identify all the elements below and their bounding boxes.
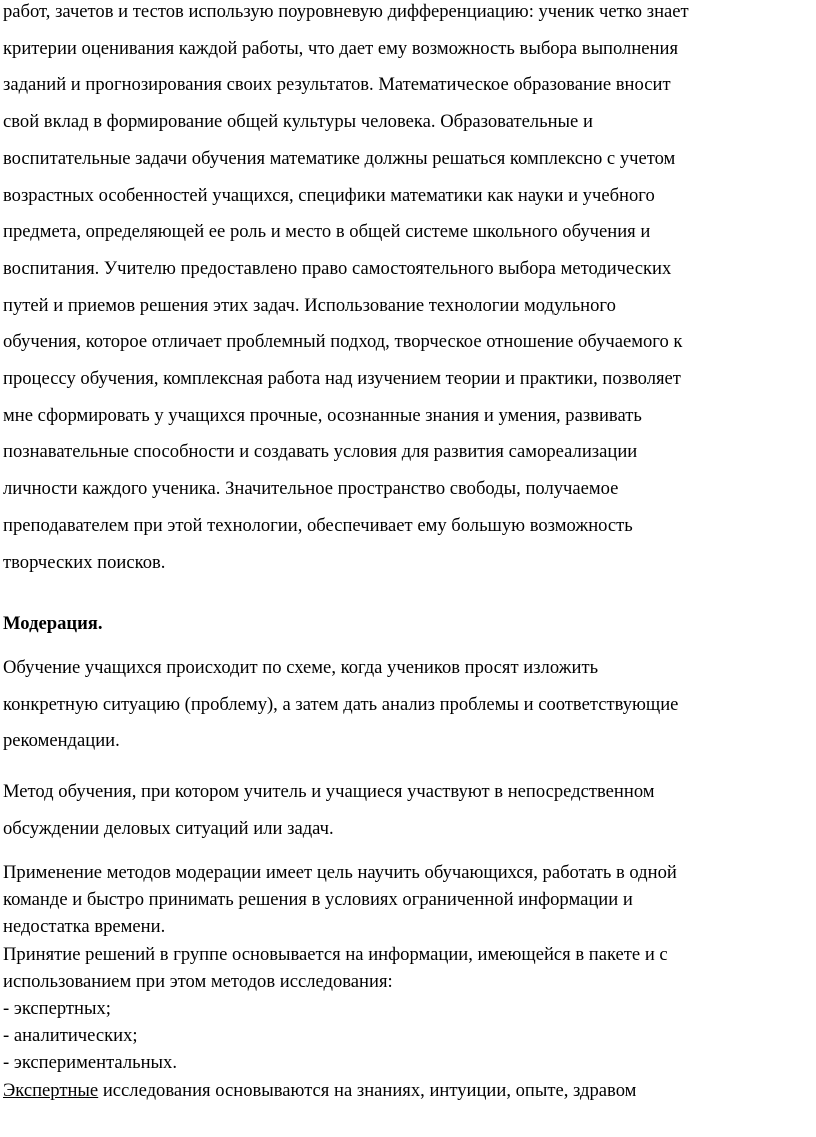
text-line: обучения, которое отличает проблемный подход, творческое отношение обучаемого к	[3, 331, 683, 353]
paragraph-modular-learning	[3, 0, 811, 581]
text-line: рекомендации.	[3, 730, 120, 752]
text-line: личности каждого ученика. Значительное пространство свободы, получаемое	[3, 478, 619, 500]
text-line: Применение методов модерации имеет цель научить обучающихся, работать в одной	[3, 862, 677, 883]
list-item: - экспериментальных.	[3, 1052, 177, 1074]
text-line: Принятие решений в группе основывается на информации, имеющейся в пакете и с	[3, 943, 668, 965]
list-item: - экспертных;	[3, 998, 111, 1020]
text-line: предмета, определяющей ее роль и место в общей системе школьного обучения и	[3, 221, 651, 243]
text-fragment: исследования основываются на знаниях, интуиции, опыте, здравом	[98, 1079, 637, 1101]
section-heading-moderation: Модерация.	[3, 613, 103, 634]
text-line: работ, зачетов и тестов использую поуровневую дифференциацию: ученик четко знает	[3, 1, 689, 22]
text-line: возрастных особенностей учащихся, специфики математики как науки и учебного	[3, 184, 655, 206]
text-line-expert-research	[3, 1077, 811, 1104]
paragraph-moderation-scheme	[3, 650, 811, 760]
text-line: свой вклад в формирование общей культуры человека. Образовательные и	[3, 111, 593, 133]
list-item: - аналитических;	[3, 1025, 138, 1047]
text-line: Обучение учащихся происходит по схеме, когда учеников просят изложить	[3, 657, 599, 678]
text-line: преподавателем при этой технологии, обеспечивает ему большую возможность	[3, 514, 633, 536]
text-line: Метод обучения, при котором учитель и учащиеся участвуют в непосредственном	[3, 781, 655, 802]
text-line: воспитания. Учителю предоставлено право самостоятельного выбора методических	[3, 257, 672, 279]
text-line: команде и быстро принимать решения в условиях ограниченной информации и	[3, 889, 633, 911]
text-line: воспитательные задачи обучения математике должны решаться комплексно с учетом	[3, 147, 676, 169]
text-line: конкретную ситуацию (проблему), а затем дать анализ проблемы и соответствующие	[3, 693, 679, 715]
text-line: путей и приемов решения этих задач. Использование технологии модульного	[3, 294, 616, 316]
text-line: недостатка времени.	[3, 916, 166, 938]
text-line: мне сформировать у учащихся прочные, осознанные знания и умения, развивать	[3, 404, 642, 426]
paragraph-moderation-goals	[3, 859, 811, 1104]
text-line: критерии оценивания каждой работы, что дает ему возможность выбора выполнения	[3, 37, 678, 59]
text-line: использованием при этом методов исследования:	[3, 970, 393, 992]
text-line: процессу обучения, комплексная работа над изучением теории и практики, позволяет	[3, 368, 681, 390]
underlined-term: Экспертные	[3, 1079, 99, 1101]
paragraph-method-definition	[3, 774, 811, 847]
text-line: обсуждении деловых ситуаций или задач.	[3, 817, 334, 839]
text-line: познавательные способности и создавать условия для развития самореализации	[3, 441, 638, 463]
text-line: заданий и прогнозирования своих результатов. Математическое образование вносит	[3, 74, 671, 96]
text-line: творческих поисков.	[3, 551, 166, 573]
